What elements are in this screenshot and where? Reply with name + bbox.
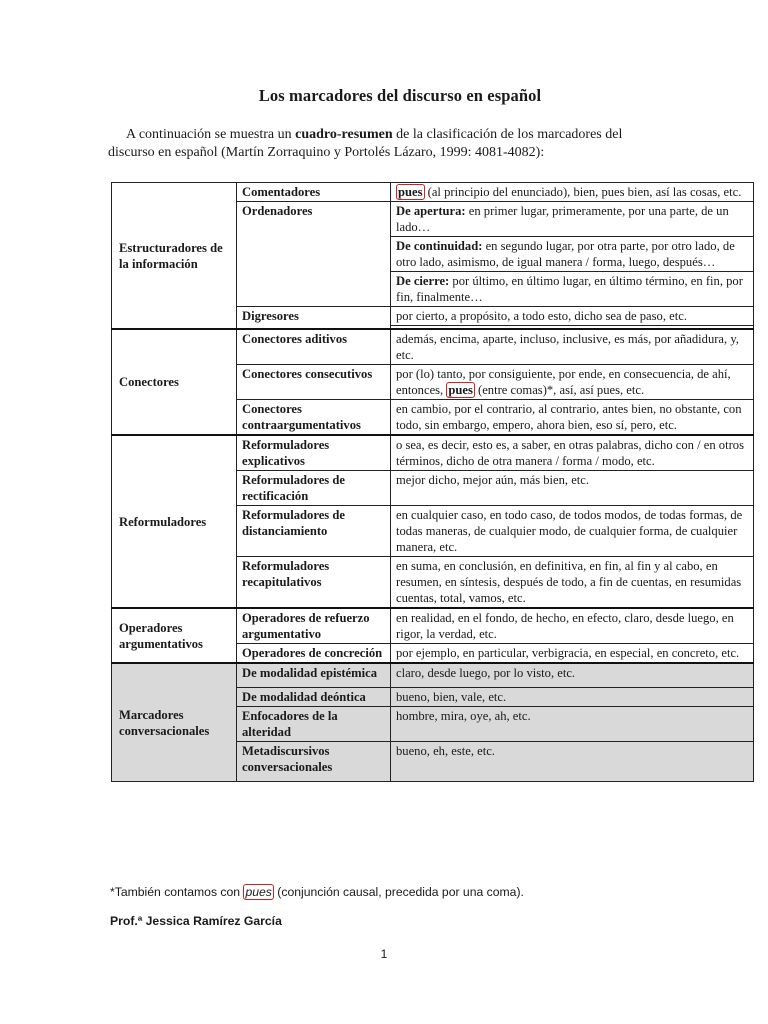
examples-apertura [391,202,754,237]
footnote-pre: *También contamos con [110,885,244,899]
sub-digresores: Digresores [237,307,391,330]
examples-distanciamiento: en cualquier caso, en todo caso, de todos modos, de todas formas, de todas maneras, de cualquier modo, de cualquier forma, de cualquier manera, etc. [391,506,754,557]
examples-comentadores [391,183,754,202]
sub-rectificacion: Reformuladores de rectificación [237,471,391,506]
sub-comentadores: Comentadores [237,183,391,202]
sub-distanciamiento: Reformuladores de distanciamiento [237,506,391,557]
examples-explicativos: o sea, es decir, esto es, a saber, en otras palabras, dicho con / en otros términos, dicho de otra manera / forma / modo, etc. [391,435,754,471]
page-number: 1 [380,947,388,961]
table-row [112,183,754,202]
table-row [112,435,754,471]
cierre-text: por último, en último lugar, en último término, en fin, por fin, finalmente… [396,274,743,304]
footnote [110,885,730,899]
author-signature: Prof.ª Jessica Ramírez García [110,914,282,928]
pues-highlight: pues [398,185,423,199]
examples-digresores: por cierto, a propósito, a todo esto, dicho sea de paso, etc. [391,307,754,326]
category-conectores: Conectores [112,329,237,435]
pues-highlight: pues [448,383,473,397]
page-title: Los marcadores del discurso en español [258,86,542,105]
sub-aditivos: Conectores aditivos [237,329,391,365]
intro-paragraph [108,126,668,162]
examples-continuidad [391,237,754,272]
apertura-text: en primer lugar, primeramente, por una parte, de un lado… [396,204,729,234]
sub-epistemica: De modalidad epistémica [237,663,391,688]
pues-highlight: pues [245,885,272,899]
examples-cierre [391,272,754,307]
summary-table [111,182,754,782]
examples-deontica: bueno, bien, vale, etc. [391,688,754,707]
examples-aditivos: además, encima, aparte, incluso, inclusive, es más, por añadidura, y, etc. [391,329,754,365]
category-estructuradores: Estructuradores de la información [112,183,237,330]
examples-alteridad: hombre, mira, oye, ah, etc. [391,707,754,742]
intro-bold: cuadro-resumen [295,127,393,142]
apertura-lead: De apertura: [396,204,466,218]
examples-rectificacion: mejor dicho, mejor aún, más bien, etc. [391,471,754,506]
sub-recapitulativos: Reformuladores recapitulativos [237,557,391,609]
intro-pre: A continuación se muestra un [126,127,296,142]
category-conversacionales: Marcadores conversacionales [112,663,237,782]
examples-consecutivos [391,365,754,400]
intro-line-2: discurso en español (Martín Zorraquino y Portolés Lázaro, 1999: 4081-4082): [108,145,545,160]
cierre-lead: De cierre: [396,274,450,288]
examples-epistemica: claro, desde luego, por lo visto, etc. [391,663,754,688]
examples-concrecion: por ejemplo, en particular, verbigracia, en especial, en concreto, etc. [391,644,754,664]
category-operadores: Operadores argumentativos [112,608,237,663]
examples-contraargumentativos: en cambio, por el contrario, al contrario, antes bien, no obstante, con todo, sin embargo, empero, ahora bien, eso sí, pero, etc. [391,400,754,436]
intro-post: de la clasificación de los marcadores del [392,127,623,142]
sub-concrecion: Operadores de concreción [237,644,391,664]
footnote-post: (conjunción causal, precedida por una coma). [273,885,524,899]
table-row [112,663,754,688]
examples-comentadores-text: (al principio del enunciado), bien, pues bien, así las cosas, etc. [424,185,742,199]
sub-alteridad: Enfocadores de la alteridad [237,707,391,742]
sub-deontica: De modalidad deóntica [237,688,391,707]
table-row [112,608,754,644]
sub-contraargumentativos: Conectores contraargumentativos [237,400,391,436]
sub-explicativos: Reformuladores explicativos [237,435,391,471]
sub-ordenadores: Ordenadores [237,202,391,307]
sub-consecutivos: Conectores consecutivos [237,365,391,400]
examples-recapitulativos: en suma, en conclusión, en definitiva, en fin, al fin y al cabo, en resumen, en síntesis, después de todo, a fin de cuentas, en resumidas cuentas, total, vamos, etc. [391,557,754,609]
table-row [112,329,754,365]
continuidad-lead: De continuidad: [396,239,483,253]
consecutivos-pre: por (lo) tanto, por consiguiente, por ende, en consecuencia, de ahí, entonces, [396,367,731,397]
consecutivos-post: (entre comas)*, así, así pues, etc. [474,383,645,397]
examples-metadiscursivos: bueno, eh, este, etc. [391,742,754,782]
category-reformuladores: Reformuladores [112,435,237,608]
sub-metadiscursivos: Metadiscursivos conversacionales [237,742,391,782]
continuidad-text: en segundo lugar, por otra parte, por otro lado, de otro lado, asimismo, de igual manera / forma, luego, después… [396,239,735,269]
examples-refuerzo: en realidad, en el fondo, de hecho, en efecto, claro, desde luego, en rigor, la verdad, etc. [391,608,754,644]
sub-refuerzo: Operadores de refuerzo argumentativo [237,608,391,644]
